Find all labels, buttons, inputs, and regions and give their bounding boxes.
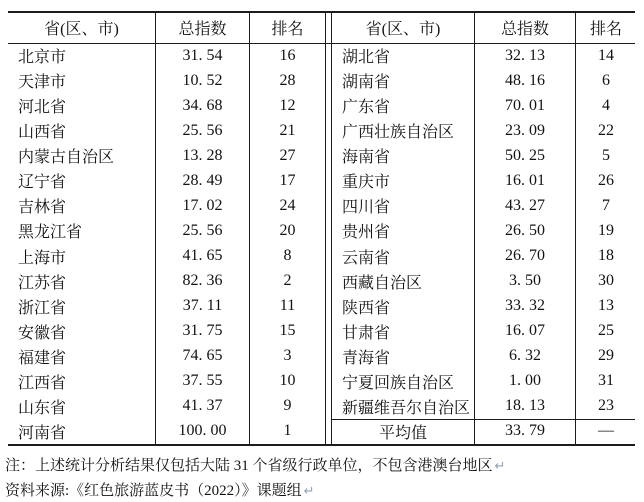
index-cell: 32. 13 [474,43,576,68]
rank-cell: 24 [279,196,296,214]
rank-cell: 23 [598,397,614,415]
rank-cell: 1 [283,422,292,440]
index-cell: 37. 11 [155,294,250,319]
province-cell: 辽宁省 [18,174,67,192]
index-cell: 100. 00 [155,419,250,444]
province-cell: 江苏省 [18,274,67,292]
rank-cell: 31 [598,372,614,390]
province-cell: 浙江省 [18,299,67,317]
rank-cell: 18 [598,247,614,265]
rank-cell: 7 [602,196,610,214]
column-header-index: 总指数 [474,11,576,43]
province-cell: 海南省 [342,149,391,167]
province-cell: 广东省 [342,99,391,117]
rank-cell: 2 [283,272,292,290]
province-cell: 江西省 [18,374,67,392]
index-cell: 41. 37 [155,394,250,419]
province-cell: 山东省 [18,399,67,417]
province-cell: 山西省 [18,124,67,142]
rank-cell: 26 [598,171,614,189]
index-cell: 43. 27 [474,193,576,218]
province-cell: 湖南省 [342,74,391,92]
paragraph-return-icon: ↵ [303,484,315,499]
source-note [5,479,315,500]
index-cell: 23. 09 [474,118,576,143]
index-cell: 70. 01 [474,93,576,118]
province-cell: 天津市 [18,74,67,92]
province-cell: 广西壮族自治区 [342,124,455,142]
column-header-province: 省(区、市) [44,20,119,38]
index-cell: 26. 50 [474,218,576,243]
column-header-rank: 排名 [271,20,304,38]
rank-cell: 8 [283,247,292,265]
index-cell: 1. 00 [474,369,576,394]
index-cell: 31. 75 [155,319,250,344]
index-cell: 16. 07 [474,319,576,344]
province-cell: 吉林省 [18,199,67,217]
rank-cell: 19 [598,221,614,239]
province-cell: 黑龙江省 [18,224,83,242]
average-label-cell: 平均值 [378,424,427,442]
rank-cell: 6 [602,71,610,89]
index-cell: 6. 32 [474,344,576,369]
footnote [5,454,505,475]
source-note-text: 资料来源:《红色旅游蓝皮书（2022）》课题组 [5,483,302,499]
rank-cell: 25 [598,322,614,340]
index-cell: 33. 32 [474,294,576,319]
index-table-right [331,11,636,444]
rank-cell: 20 [279,221,296,239]
province-cell: 内蒙古自治区 [18,149,115,167]
index-cell: 26. 70 [474,244,576,269]
index-cell: 50. 25 [474,143,576,168]
index-cell: 37. 55 [155,369,250,394]
province-cell: 河南省 [18,424,67,442]
province-cell: 湖北省 [342,49,391,67]
province-cell: 宁夏回族自治区 [342,374,455,392]
province-cell: 重庆市 [342,174,391,192]
rank-cell: 10 [279,372,296,390]
province-cell: 上海市 [18,249,67,267]
rank-cell: 15 [279,322,296,340]
table-bottom-rule [8,444,635,446]
footnote-text: 注：上述统计分析结果仅包括大陆 31 个省级行政单位，不包含港澳台地区 [5,458,493,474]
rank-cell: 13 [598,297,614,315]
index-cell: 31. 54 [155,43,250,68]
rank-cell: 5 [602,146,610,164]
province-cell: 云南省 [342,249,391,267]
rank-cell: 16 [279,46,296,64]
rank-cell: 11 [279,297,296,315]
index-cell: 25. 56 [155,118,250,143]
index-cell: 17. 02 [155,193,250,218]
column-header-index: 总指数 [155,11,250,43]
index-cell: 34. 68 [155,93,250,118]
province-cell: 河北省 [18,99,67,117]
province-cell: 陕西省 [342,299,391,317]
province-cell: 四川省 [342,199,391,217]
column-header-rank: 排名 [589,20,622,38]
province-cell: 新疆维吾尔自治区 [342,399,471,417]
index-cell: 48. 16 [474,68,576,93]
rank-cell: 27 [279,146,296,164]
paragraph-return-icon: ↵ [494,459,506,474]
average-index-cell: 33. 79 [474,419,576,444]
province-cell: 贵州省 [342,224,391,242]
column-header-province: 省(区、市) [365,20,441,38]
rank-cell: 30 [598,272,614,290]
rank-cell: 22 [598,121,614,139]
rank-cell: 17 [279,171,296,189]
index-table-left [8,11,326,444]
province-cell: 西藏自治区 [342,274,423,292]
rank-cell: 14 [598,46,614,64]
rank-cell: 12 [279,96,296,114]
index-cell: 13. 28 [155,143,250,168]
rank-cell: 21 [279,121,296,139]
rank-cell: 3 [283,347,292,365]
index-cell: 25. 56 [155,218,250,243]
index-cell: 82. 36 [155,269,250,294]
rank-cell: 4 [602,96,610,114]
index-cell: 28. 49 [155,168,250,193]
index-cell: 3. 50 [474,269,576,294]
province-cell: 福建省 [18,349,67,367]
province-cell: 甘肃省 [342,324,391,342]
index-cell: 16. 01 [474,168,576,193]
rank-cell: 28 [279,71,296,89]
index-cell: 74. 65 [155,344,250,369]
index-cell: 18. 13 [474,394,576,419]
rank-cell: 29 [598,347,614,365]
rank-cell: 9 [283,397,292,415]
index-cell: 10. 52 [155,68,250,93]
average-rank-cell: — [598,422,614,440]
province-cell: 青海省 [342,349,391,367]
province-cell: 安徽省 [18,324,67,342]
index-cell: 41. 65 [155,244,250,269]
province-cell: 北京市 [18,49,67,67]
